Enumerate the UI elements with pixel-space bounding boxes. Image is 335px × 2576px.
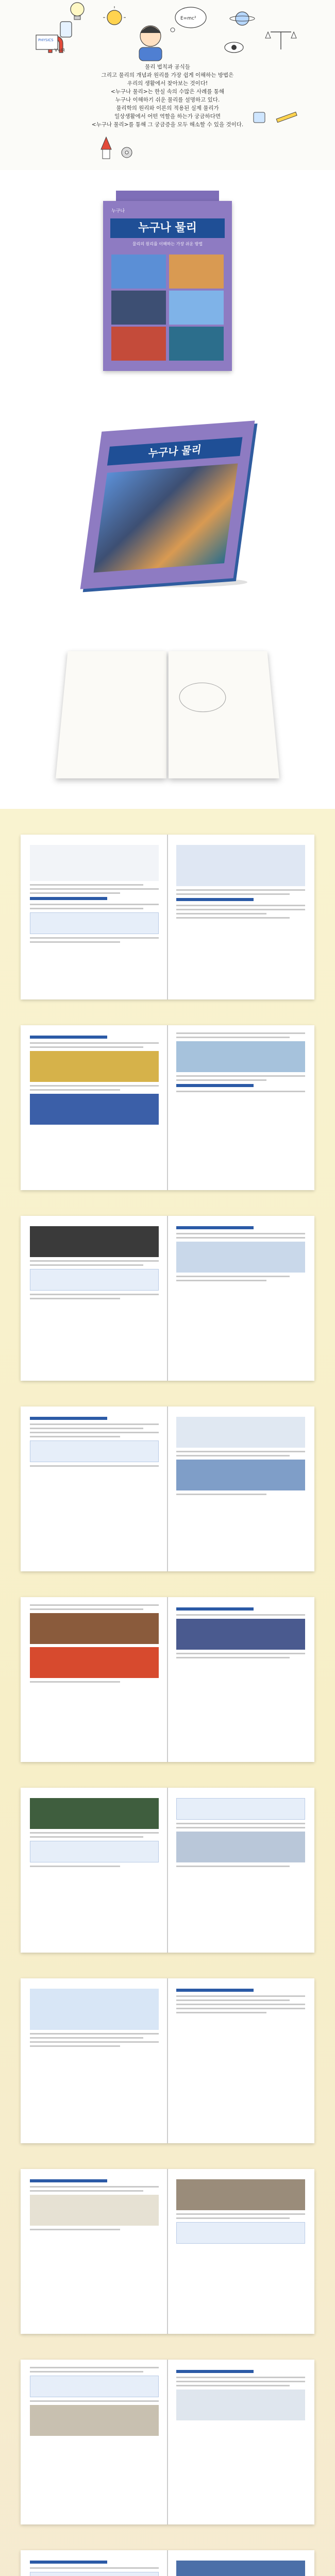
open-book-figure	[179, 683, 226, 712]
cover-photo-grid	[111, 255, 224, 361]
page-spread	[21, 1597, 314, 1762]
pencil-icon	[276, 112, 297, 122]
page-spread	[21, 2550, 314, 2576]
cover-photo	[111, 327, 166, 361]
page-spread	[21, 1025, 314, 1190]
intro-line: 그리고 물리의 개념과 원리를 가장 쉽게 이해하는 방법은	[101, 72, 234, 78]
page-spread	[21, 1788, 314, 1953]
page-spread	[21, 1978, 314, 2143]
eye-icon	[225, 42, 243, 53]
open-book	[55, 651, 280, 784]
rocket-icon	[101, 137, 111, 159]
lightbulb-icon	[71, 3, 84, 20]
formula-ohm: V=IR	[55, 48, 65, 53]
cover-photo	[111, 255, 166, 289]
intro-line: <누구나 물리>는 한실 속의 수많은 사례를 통해	[110, 89, 225, 95]
cover-title	[110, 218, 225, 238]
intro-line: 일상생활에서 어떤 역할을 하는가 궁금하다면	[114, 113, 221, 120]
cover-subtitle: 물리의 원리를 이해하는 가장 쉬운 방법	[132, 242, 203, 246]
intro-text	[59, 63, 276, 129]
formula-energy: E=mc²	[180, 16, 196, 21]
jar-icon	[60, 22, 72, 37]
open-book-right	[169, 651, 279, 778]
open-book-section	[0, 623, 335, 809]
cover-photo	[169, 327, 224, 361]
gear-icon	[122, 147, 132, 158]
formula-physics: PHYSICS	[38, 38, 54, 42]
page-spread	[21, 2169, 314, 2334]
intro-line: 물리 법칙과 공식들	[145, 64, 190, 70]
cover-photo	[169, 291, 224, 325]
page-spread	[21, 1406, 314, 1571]
planet-icon	[230, 12, 255, 25]
intro-line: 우리의 생활에서 찾아보는 것이다!	[127, 80, 208, 87]
cover-title-text: 누구나 물리	[138, 222, 197, 234]
page-spread	[21, 835, 314, 999]
book-3d-cover	[80, 420, 255, 589]
book-cover	[103, 201, 232, 371]
physics-board-icon	[36, 35, 58, 49]
balance-icon	[265, 32, 296, 49]
page-spread	[21, 1216, 314, 1381]
intro-line: <누구나 물리>를 통해 그 궁금증을 모두 해소할 수 있을 것이다.	[91, 122, 244, 128]
open-book-left	[56, 651, 166, 778]
cover-photo	[169, 255, 224, 289]
cover-photo	[111, 291, 166, 325]
page-spread	[21, 2360, 314, 2524]
intro-line: 누구나 이해하기 쉬운 물리를 설명하고 있다.	[115, 97, 220, 103]
person-icon	[139, 26, 162, 61]
cover-section	[0, 170, 335, 386]
cover-series: 누구나	[111, 209, 125, 214]
book-3d-photos	[94, 463, 238, 572]
sun-icon	[103, 6, 126, 25]
intro-line: 물리학의 원리와 이론의 적용된 실제 물리가	[116, 105, 219, 111]
intro-section	[0, 0, 335, 170]
book-3d-title: 누구나 물리	[107, 437, 242, 465]
book-3d-section	[0, 386, 335, 623]
